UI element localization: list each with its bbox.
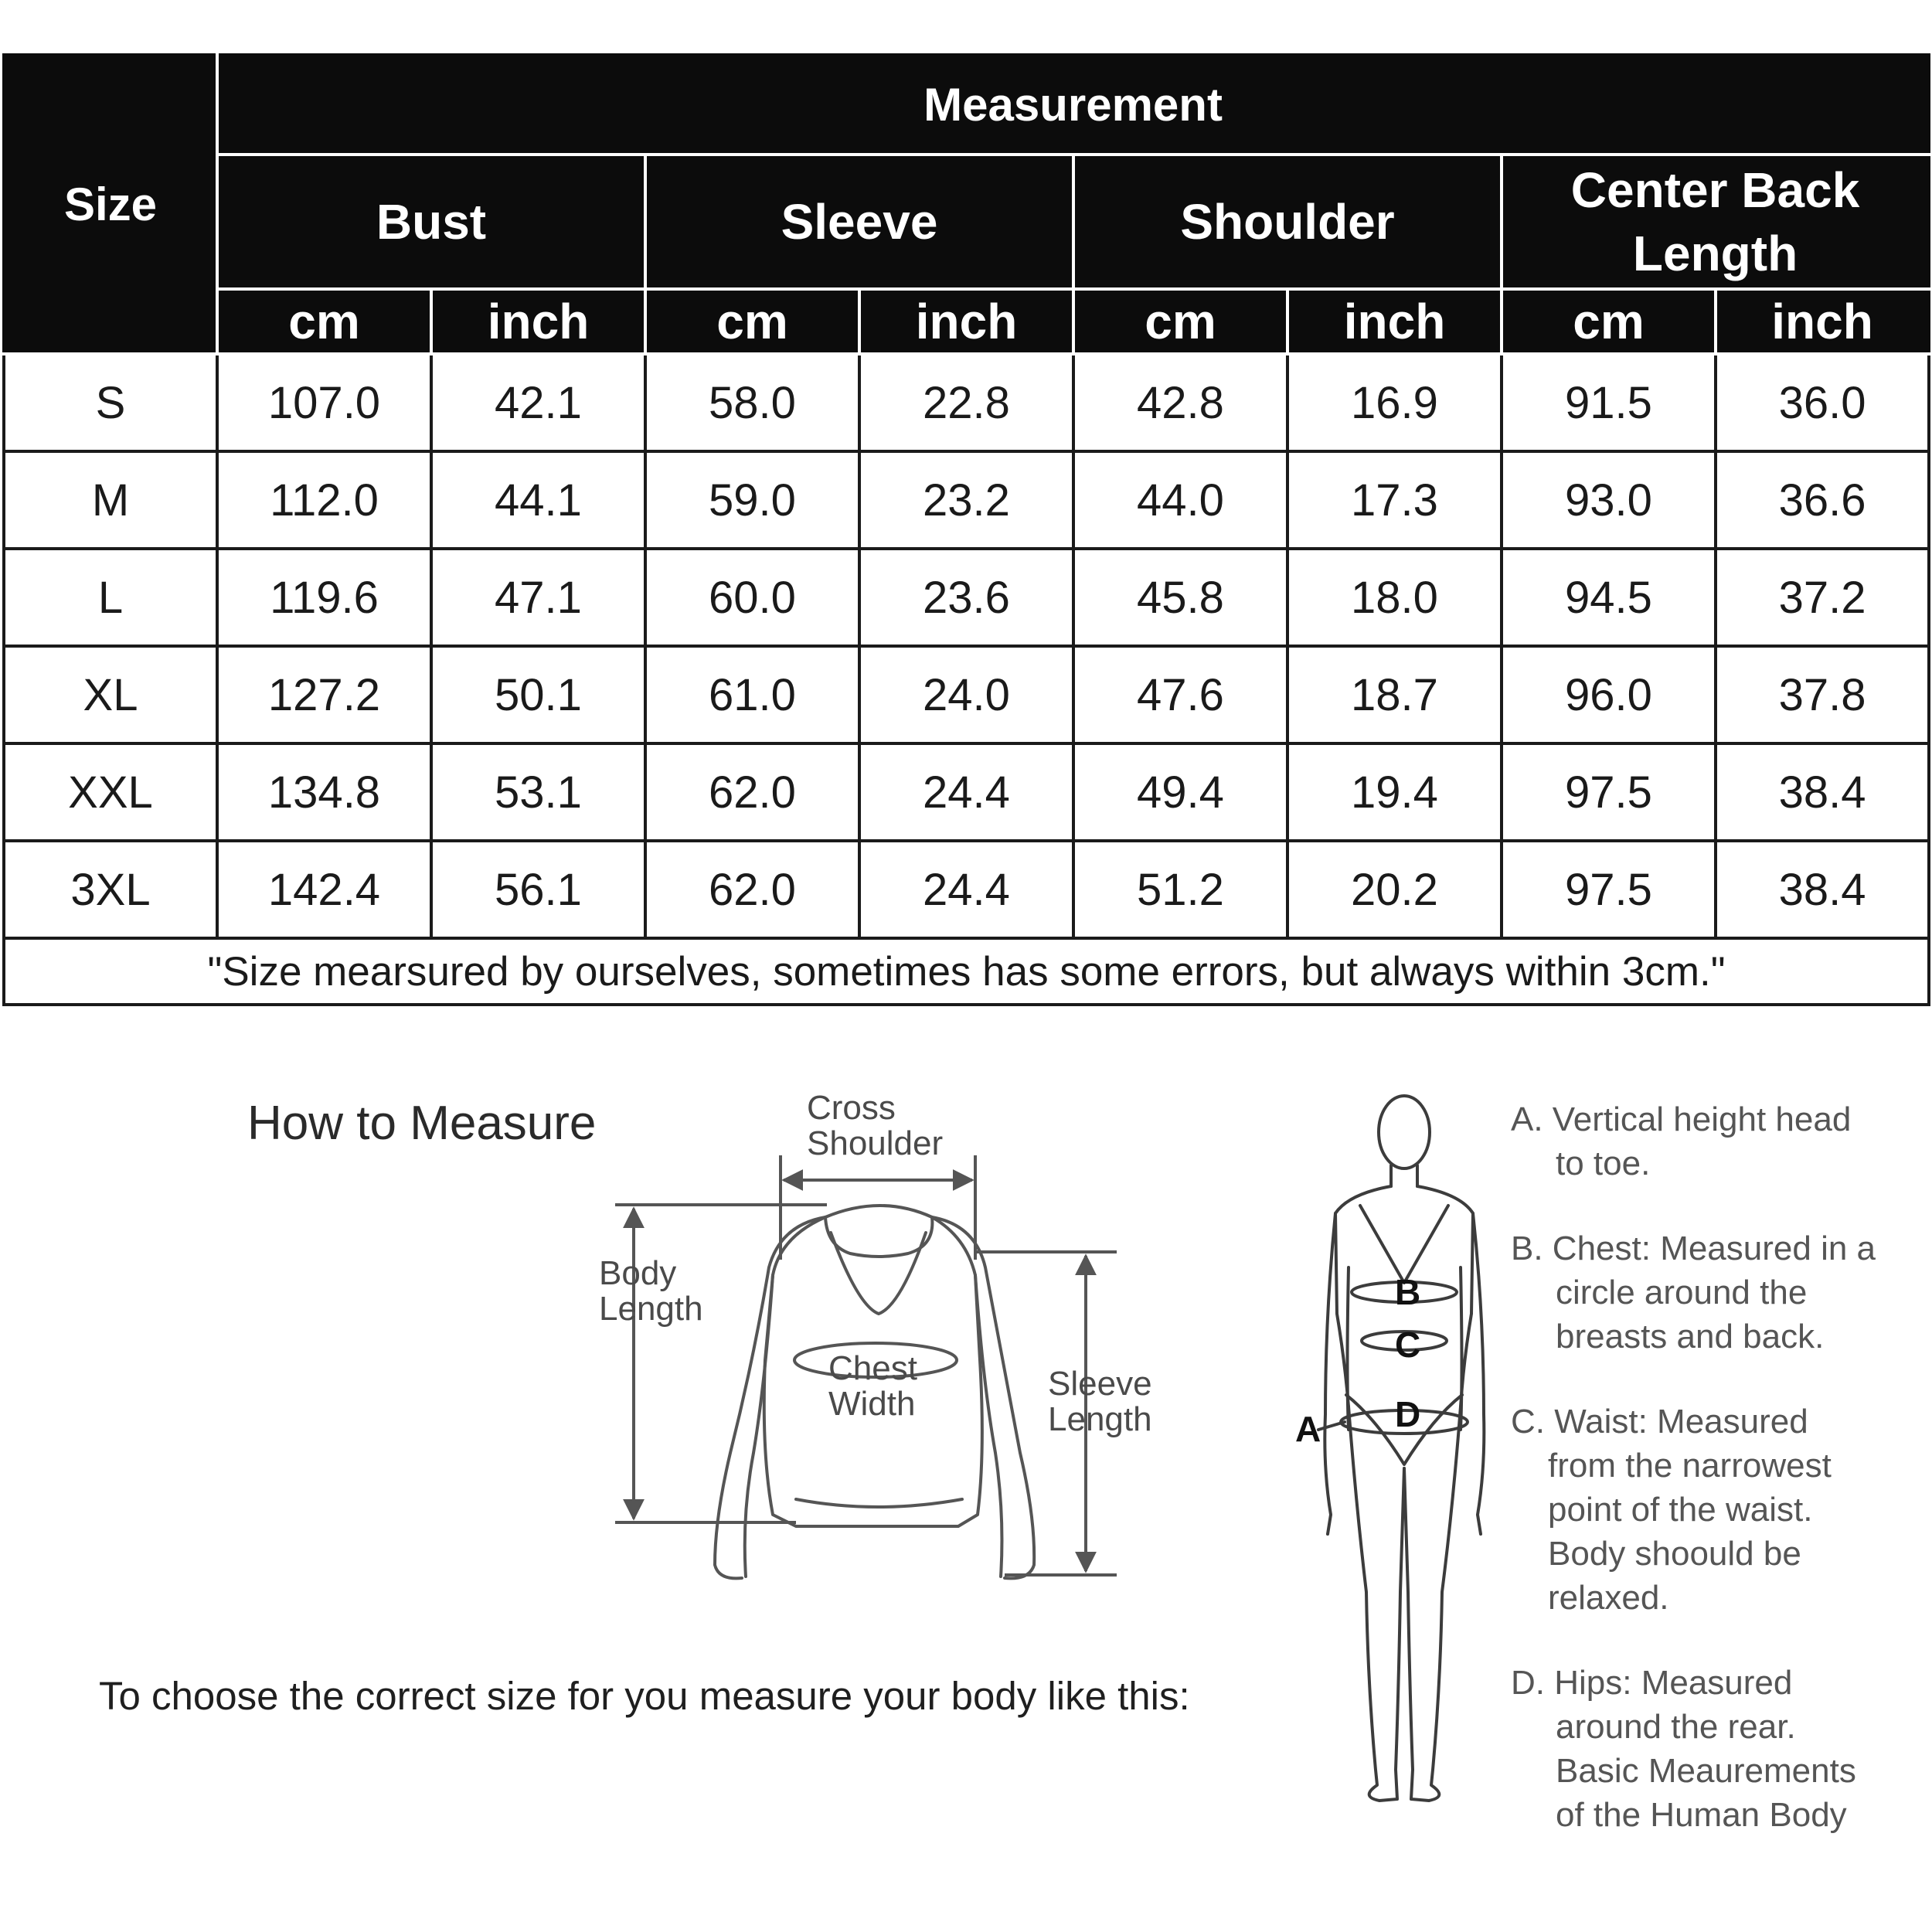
value-cell: 19.4 [1287,743,1502,841]
value-cell: 23.2 [859,451,1073,549]
value-cell: 91.5 [1502,354,1716,451]
bust-header: Bust [217,155,645,289]
value-cell: 94.5 [1502,549,1716,646]
value-cell: 37.2 [1716,549,1929,646]
shoulder-header: Shoulder [1073,155,1502,289]
measurement-notes [1511,1097,1932,1878]
chest-marker-b: B [1395,1272,1421,1312]
value-cell: 36.0 [1716,354,1929,451]
value-cell: 119.6 [217,549,431,646]
size-cell: L [4,549,217,646]
size-cell: 3XL [4,841,217,938]
measurement-group-header: Measurement [217,55,1929,155]
value-cell: 45.8 [1073,549,1287,646]
cross-shoulder-label: Cross Shoulder [807,1089,944,1162]
value-cell: 44.0 [1073,451,1287,549]
center-back-cm-header: cm [1502,289,1716,354]
shoulder-inch-header: inch [1287,289,1502,354]
sleeve-header: Sleeve [645,155,1073,289]
value-cell: 60.0 [645,549,859,646]
value-cell: 38.4 [1716,841,1929,938]
value-cell: 93.0 [1502,451,1716,549]
value-cell: 24.0 [859,646,1073,743]
value-cell: 47.6 [1073,646,1287,743]
how-to-measure-title: How to Measure [247,1097,597,1150]
value-cell: 18.7 [1287,646,1502,743]
center-back-inch-header: inch [1716,289,1929,354]
value-cell: 24.4 [859,743,1073,841]
value-cell: 22.8 [859,354,1073,451]
value-cell: 23.6 [859,549,1073,646]
note-chest: B. Chest: Measured in a circle around the breasts and back. [1511,1230,1876,1355]
size-column-header: Size [4,55,217,354]
size-cell: M [4,451,217,549]
value-cell: 62.0 [645,743,859,841]
instruction-text: To choose the correct size for you measure your body like this: [99,1674,1190,1718]
value-cell: 61.0 [645,646,859,743]
size-cell: S [4,354,217,451]
value-cell: 56.1 [431,841,645,938]
value-cell: 42.1 [431,354,645,451]
sleeve-length-label: Sleeve Length [1048,1365,1152,1438]
value-cell: 51.2 [1073,841,1287,938]
value-cell: 47.1 [431,549,645,646]
value-cell: 107.0 [217,354,431,451]
value-cell: 16.9 [1287,354,1502,451]
value-cell: 49.4 [1073,743,1287,841]
sleeve-cm-header: cm [645,289,859,354]
sleeve-inch-header: inch [859,289,1073,354]
value-cell: 59.0 [645,451,859,549]
value-cell: 24.4 [859,841,1073,938]
value-cell: 112.0 [217,451,431,549]
chest-width-label: Chest Width [828,1349,917,1423]
bust-inch-header: inch [431,289,645,354]
note-height: A. Vertical height head to toe. [1511,1100,1852,1182]
note-waist: C. Waist: Measured from the narrowest point of the waist. Body shoould be relaxed. [1511,1403,1832,1617]
value-cell: 17.3 [1287,451,1502,549]
size-cell: XL [4,646,217,743]
value-cell: 134.8 [217,743,431,841]
value-cell: 50.1 [431,646,645,743]
shoulder-cm-header: cm [1073,289,1287,354]
waist-marker-c: C [1395,1325,1421,1365]
value-cell: 58.0 [645,354,859,451]
value-cell: 62.0 [645,841,859,938]
human-figure-icon [1318,1096,1484,1801]
hips-marker-d: D [1395,1394,1421,1434]
note-hips: D. Hips: Measured around the rear. Basic Meaurements of the Human Body [1511,1664,1856,1834]
body-length-label: Body Length [599,1254,703,1328]
height-marker-a: A [1295,1409,1321,1449]
value-cell: 97.5 [1502,743,1716,841]
value-cell: 96.0 [1502,646,1716,743]
value-cell: 37.8 [1716,646,1929,743]
value-cell: 42.8 [1073,354,1287,451]
size-cell: XXL [4,743,217,841]
table-footnote: "Size mearsured by ourselves, sometimes has some errors, but always within 3cm." [4,938,1929,1005]
value-cell: 38.4 [1716,743,1929,841]
bust-cm-header: cm [217,289,431,354]
value-cell: 20.2 [1287,841,1502,938]
value-cell: 127.2 [217,646,431,743]
value-cell: 36.6 [1716,451,1929,549]
value-cell: 18.0 [1287,549,1502,646]
value-cell: 44.1 [431,451,645,549]
value-cell: 53.1 [431,743,645,841]
center-back-length-header: Center Back Length [1502,155,1929,289]
value-cell: 97.5 [1502,841,1716,938]
value-cell: 142.4 [217,841,431,938]
